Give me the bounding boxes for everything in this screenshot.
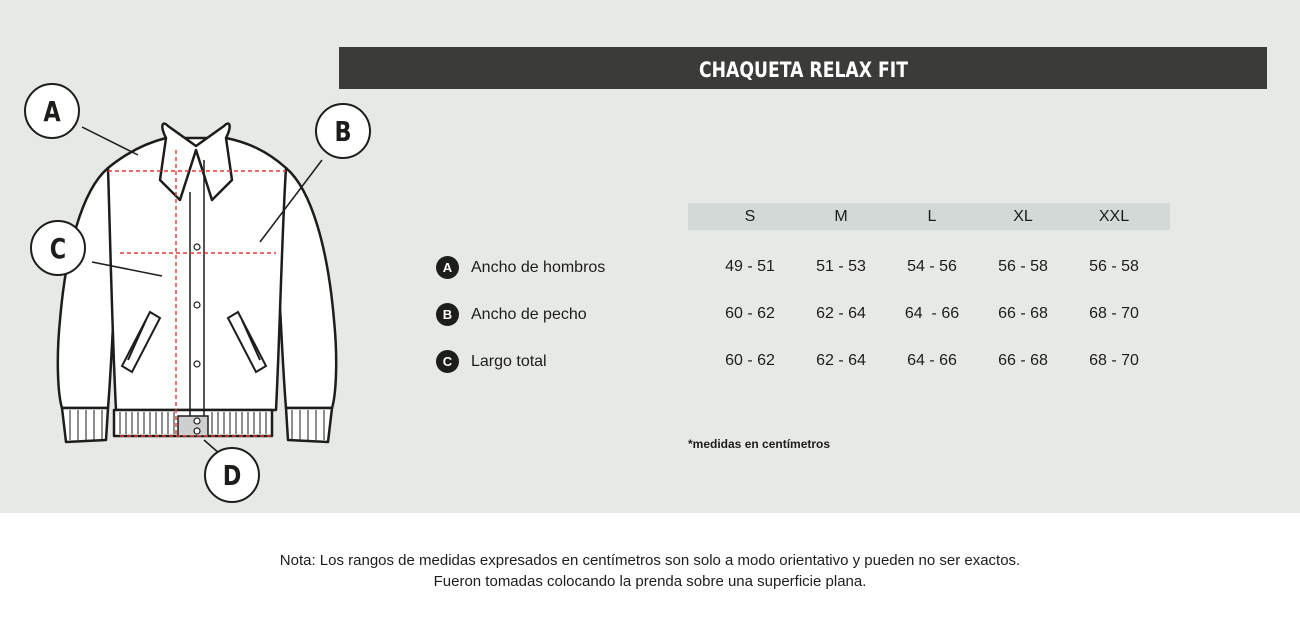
row-label-text: Largo total bbox=[471, 352, 547, 370]
size-header-l: L bbox=[927, 208, 937, 225]
badge-c: C bbox=[436, 350, 459, 373]
row-label-a bbox=[436, 256, 605, 279]
table-cell: 64 - 66 bbox=[907, 352, 957, 369]
units-footnote: *medidas en centímetros bbox=[688, 437, 831, 451]
table-cell: 51 - 53 bbox=[816, 258, 866, 275]
page-title: CHAQUETA RELAX FIT bbox=[698, 58, 908, 82]
table-cell: 68 - 70 bbox=[1089, 305, 1139, 322]
size-header-m: M bbox=[834, 208, 848, 225]
label-d: D bbox=[222, 458, 242, 492]
table-cell: 64 - 66 bbox=[904, 305, 960, 322]
title-bar bbox=[339, 47, 1267, 89]
label-b: B bbox=[334, 114, 352, 148]
size-header-s: S bbox=[744, 208, 756, 225]
table-cell: 66 - 68 bbox=[998, 352, 1048, 369]
table-cell: 62 - 64 bbox=[816, 352, 866, 369]
row-label-text: Ancho de pecho bbox=[471, 305, 587, 323]
disclaimer-line-2: Fueron tomadas colocando la prenda sobre una superficie plana. bbox=[433, 573, 867, 590]
size-header-xxl: XXL bbox=[1098, 208, 1130, 225]
row-label-c bbox=[436, 350, 547, 373]
table-cell: 54 - 56 bbox=[907, 258, 957, 275]
table-cell: 60 - 62 bbox=[725, 352, 775, 369]
left-cuff bbox=[62, 408, 108, 442]
row-label-text: Ancho de hombros bbox=[471, 258, 606, 276]
size-header-xl: XL bbox=[1013, 208, 1033, 225]
table-cell: 56 - 58 bbox=[998, 258, 1048, 275]
row-label-b bbox=[436, 303, 587, 326]
table-cell: 68 - 70 bbox=[1089, 352, 1139, 369]
label-c: C bbox=[49, 231, 67, 265]
table-cell: 49 - 51 bbox=[725, 258, 775, 275]
badge-b: B bbox=[436, 303, 459, 326]
right-cuff bbox=[286, 408, 332, 442]
badge-a: A bbox=[436, 256, 459, 279]
label-a: A bbox=[43, 94, 61, 128]
table-cell: 56 - 58 bbox=[1089, 258, 1139, 275]
disclaimer-line-1: Nota: Los rangos de medidas expresados en centímetros son solo a modo orientativo y pueden no ser exactos. bbox=[279, 552, 1021, 569]
table-cell: 60 - 62 bbox=[725, 305, 775, 322]
table-cell: 62 - 64 bbox=[816, 305, 866, 322]
table-cell: 66 - 68 bbox=[998, 305, 1048, 322]
